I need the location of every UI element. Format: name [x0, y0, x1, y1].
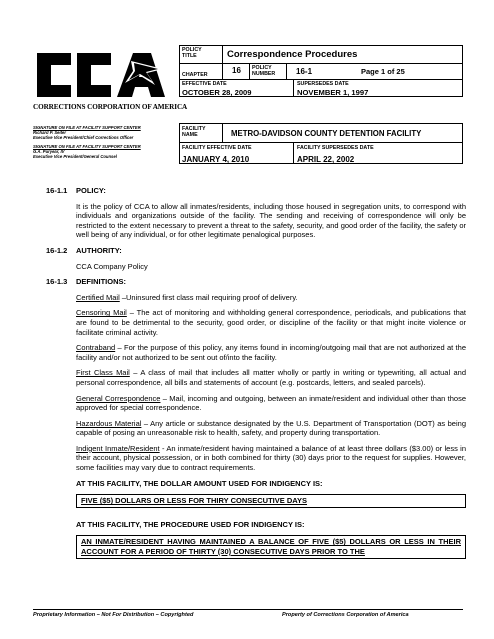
definition-term: Certified Mail — [76, 292, 120, 302]
definition-item — [76, 343, 466, 362]
policy-title: Correspondence Procedures — [227, 49, 358, 60]
indigency-amount-heading: AT THIS FACILITY, THE DOLLAR AMOUNT USED FOR INDIGENCY IS: — [76, 478, 323, 488]
definition-item — [76, 293, 466, 303]
definition-item — [76, 368, 466, 387]
effective-date-cell — [179, 79, 294, 97]
signer-name: G.A. Puryear, IV — [33, 149, 65, 154]
indigency-procedure-value: AN INMATE/RESIDENT HAVING MAINTAINED A BALANCE OF FIVE ($5) DOLLARS OR LESS IN THEIR ACCOUNT FOR A PERIOD OF THIRTY (30) CONSECUTIVE DAYS PRIOR TO THE — [81, 537, 461, 557]
effective-date: OCTOBER 28, 2009 — [182, 88, 252, 97]
definition-text: – Mail, incoming and outgoing, between an inmate/resident and individual other than those approved for special correspondence. — [76, 393, 466, 413]
section-number: 16-1.1 — [46, 186, 68, 195]
facility-supersedes-date: APRIL 22, 2002 — [297, 155, 355, 164]
policy-number-cell — [286, 63, 463, 80]
definition-item — [76, 444, 466, 473]
authority-text: CCA Company Policy — [76, 261, 148, 271]
definition-text: – A class of mail that includes all matter wholly or partly in writing or typewriting, all actual and personal correspondence, all bills and statements of account (e.g. postcards, letters, and sealed parcels). — [76, 368, 466, 387]
chapter-value: 16 — [232, 66, 241, 75]
policy-title-label-cell — [179, 45, 223, 64]
definition-term: General Correspondence — [76, 393, 161, 403]
facility-effective-cell — [179, 142, 294, 164]
definition-term: Hazardous Material — [76, 418, 142, 428]
facility-name-label-cell — [179, 123, 223, 143]
facility-supersedes-label: FACILITY SUPERSEDES DATE — [297, 145, 374, 151]
footer-right: Property of Corrections Corporation of America — [282, 612, 409, 618]
definition-text: – Any article or substance designated by the U.S. Department of Transportation (DOT) as being capable of posing an unreasonable risk to health, safety, and property during transportation. — [76, 418, 466, 438]
definition-item — [76, 419, 466, 438]
policy-text: It is the policy of CCA to allow all inmates/residents, including those housed in segregation units, to correspond with individuals and organizations outside of the facility. The sending and receiving of correspondence will only be restricted to the extent necessary to prevent a threat to the safety, security, and good order of the facility, the safety or well being of any individual, or for other legitimate penalogical purposes. — [76, 201, 466, 240]
definition-text: - An inmate/resident having maintained a balance of at least three dollars ($3.00) or less in their account, physical possession, or in both combined for thirty (30) days prior to the request for supplies. However, some facilities may vary due to contract requirements. — [76, 443, 467, 473]
section-number: 16-1.2 — [46, 245, 68, 255]
signature-block — [33, 125, 177, 159]
section-policy — [46, 186, 466, 196]
policy-title-cell — [222, 45, 463, 64]
facility-name: METRO-DAVIDSON COUNTY DETENTION FACILITY — [231, 129, 422, 138]
effective-date-label: EFFECTIVE DATE — [182, 81, 227, 87]
section-authority — [46, 246, 466, 256]
facility-supersedes-cell — [293, 142, 463, 164]
supersedes-date-label: SUPERSEDES DATE — [297, 81, 349, 87]
chapter-label: CHAPTER — [182, 72, 208, 78]
signature-heading: SIGNATURE ON FILE AT FACILITY SUPPORT CENTER — [33, 144, 141, 149]
chapter-label-cell — [179, 63, 223, 80]
section-definitions — [46, 277, 466, 287]
facility-effective-label: FACILITY EFFECTIVE DATE — [182, 145, 252, 151]
section-title: AUTHORITY: — [76, 245, 122, 255]
policy-number-label-cell — [249, 63, 287, 80]
cca-logo — [33, 45, 188, 117]
chapter-cell — [222, 63, 250, 80]
definition-text: – The act of monitoring and withholding general correspondence, periodicals, and publications that are found to be detrimental to the security, good order, or discipline of the facility or that might incite violence or facilitate criminal activity. — [76, 308, 466, 337]
indigency-amount-value: FIVE ($5) DOLLARS OR LESS FOR THIRY CONSECUTIVE DAYS — [81, 496, 308, 506]
section-title: DEFINITIONS: — [76, 277, 126, 287]
definition-term: First Class Mail — [76, 368, 130, 378]
definition-term: Indigent Inmate/Resident — [76, 443, 160, 453]
indigency-amount-box — [76, 494, 466, 508]
signer-name: Richard P. Seiter — [33, 130, 66, 135]
signer-title: Executive Vice President/Chief Corrections Officer — [33, 135, 134, 140]
cca-logo-icon — [35, 49, 167, 101]
footer-left: Proprietary Information – Not For Distribution – Copyrighted — [33, 612, 194, 618]
section-title: POLICY: — [76, 186, 106, 195]
policy-title-label: POLICY TITLE — [182, 47, 202, 59]
footer-divider — [33, 609, 463, 610]
policy-number: 16-1 — [296, 67, 313, 76]
policy-number-label: POLICY NUMBER — [252, 65, 276, 77]
policy-header — [33, 45, 463, 180]
definition-term: Contraband — [76, 343, 116, 353]
definition-text: – For the purpose of this policy, any items found in incoming/outgoing mail that are not authorized at the facility and/or not authorized to be sent out of/into the facility. — [76, 343, 466, 362]
signer-title: Executive Vice President/General Counsel — [33, 154, 117, 159]
facility-effective-date: JANUARY 4, 2010 — [182, 155, 250, 164]
signature-heading: SIGNATURE ON FILE AT FACILITY SUPPORT CENTER — [33, 125, 141, 130]
supersedes-date: NOVEMBER 1, 1997 — [297, 88, 369, 97]
definition-term: Censoring Mail — [76, 308, 127, 318]
definition-item — [76, 394, 466, 413]
page-info: Page 1 of 25 — [361, 67, 405, 76]
definition-item — [76, 308, 466, 337]
facility-name-cell — [222, 123, 463, 143]
indigency-procedure-box — [76, 535, 466, 558]
indigency-procedure-heading: AT THIS FACILITY, THE PROCEDURE USED FOR INDIGENCY IS: — [76, 519, 305, 529]
definition-text: –Uninsured first class mail requiring proof of delivery. — [119, 292, 298, 302]
facility-name-label: FACILITY NAME — [182, 126, 206, 138]
section-number: 16-1.3 — [46, 277, 68, 287]
policy-body — [46, 186, 466, 559]
supersedes-date-cell — [293, 79, 463, 97]
org-name: CORRECTIONS CORPORATION OF AMERICA — [33, 103, 188, 111]
